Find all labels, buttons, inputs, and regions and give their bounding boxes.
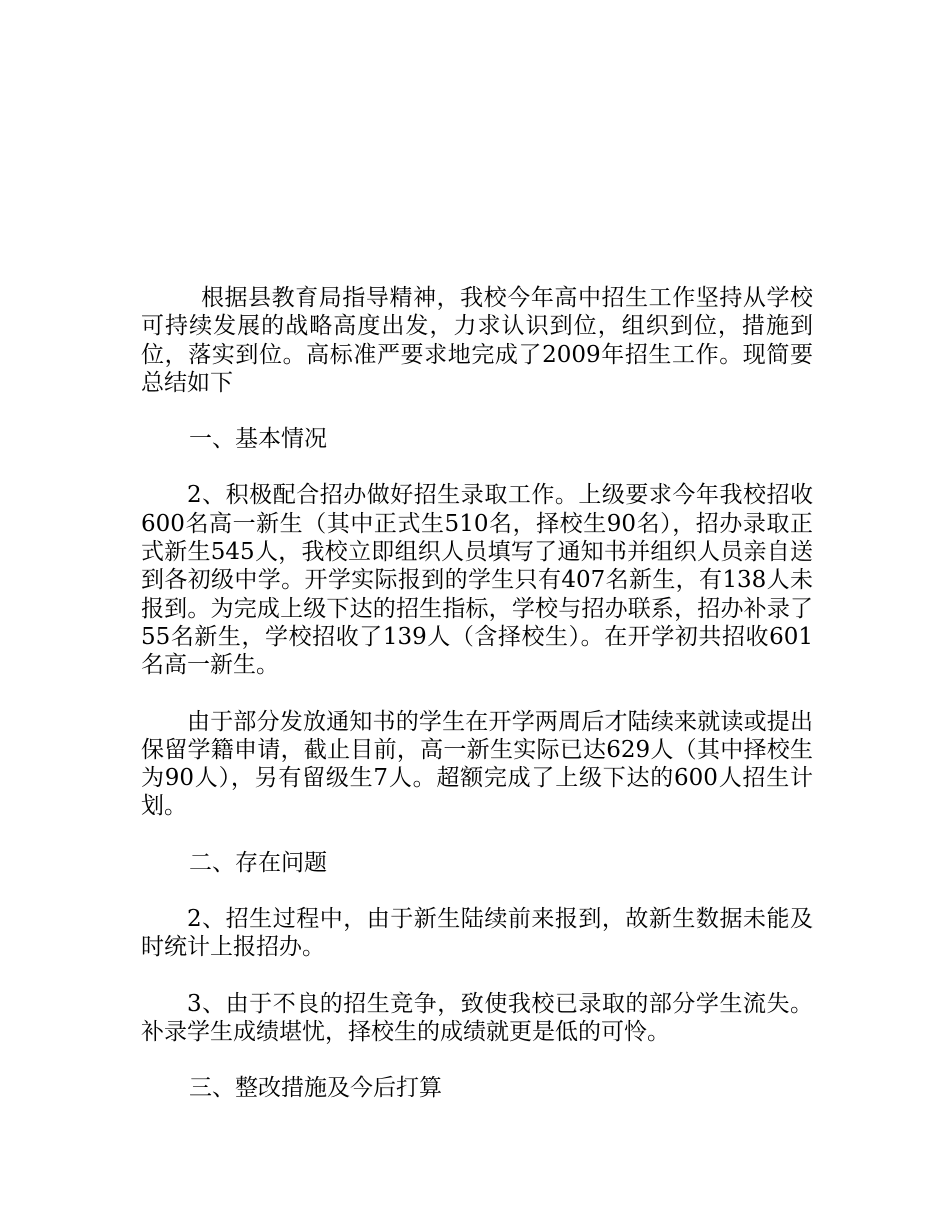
section-heading-basic-situation: 一、基本情况 (189, 426, 327, 453)
document-body (141, 284, 813, 1131)
enrollment-paragraph: 2、积极配合招办做好招生录取工作。上级要求今年我校招收600名高一新生（其中正式生510名，择校生90名），招办录取正式新生545人，我校立即组织人员填写了通知书并组织人员亲自送到各初级中学。开学实际报到的学生只有407名新生，有138人未报到。为完成上级下达的招生指标，学校与招办联系，招办补录了55名新生，学校招收了139人（含择校生）。在开学初共招收601名高一新生。 (141, 482, 813, 679)
actual-enrollment-paragraph: 由于部分发放通知书的学生在开学两周后才陆续来就读或提出保留学籍申请，截止目前，高一新生实际已达629人（其中择校生为90人），另有留级生7人。超额完成了上级下达的600人招生计划。 (141, 708, 813, 820)
section-heading-problems: 二、存在问题 (189, 849, 327, 876)
section-heading-measures: 三、整改措施及今后打算 (189, 1075, 442, 1102)
problem-paragraph-2: 2、招生过程中，由于新生陆续前来报到，故新生数据未能及时统计上报招办。 (141, 906, 813, 961)
intro-paragraph: 根据县教育局指导精神，我校今年高中招生工作坚持从学校可持续发展的战略高度出发，力求认识到位，组织到位，措施到位，落实到位。高标准严要求地完成了2009年招生工作。现简要总结如下 (141, 285, 813, 396)
problem-paragraph-3: 3、由于不良的招生竞争，致使我校已录取的部分学生流失。补录学生成绩堪忧，择校生的成绩就更是低的可怜。 (141, 990, 813, 1045)
